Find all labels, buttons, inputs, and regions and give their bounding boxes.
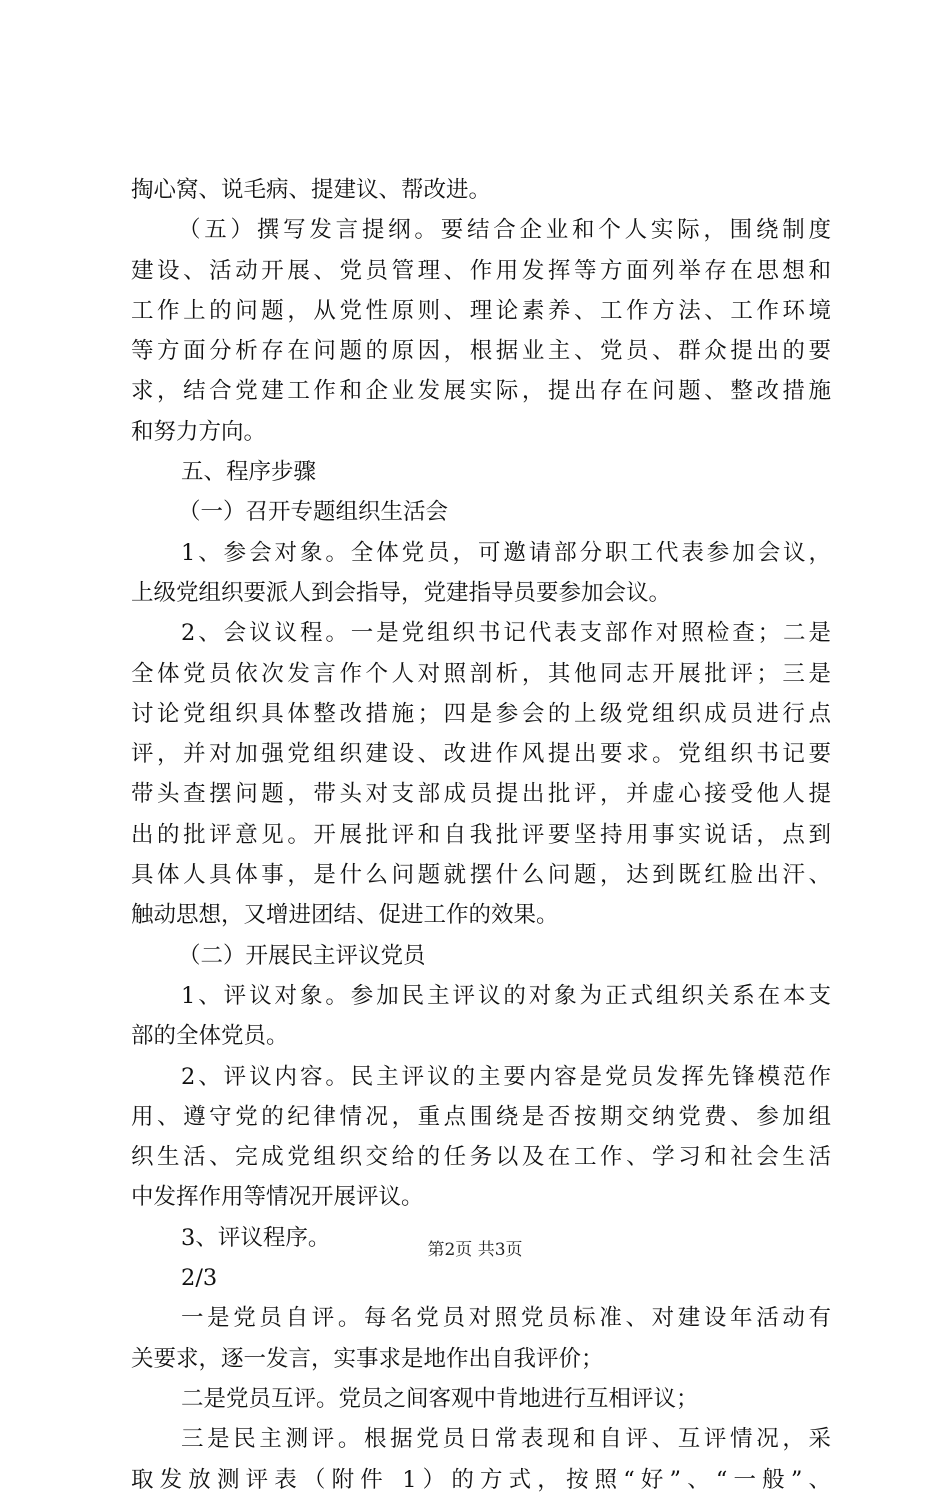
text-line: 等方面分析存在问题的原因，根据业主、党员、群众提出的要 [131, 338, 831, 365]
text-line: 1、参会对象。全体党员，可邀请部分职工代表参加会议， [181, 539, 831, 566]
text-line: 3、评议程序。 [181, 1224, 331, 1251]
text-line: 二是党员互评。党员之间客观中肯地进行互相评议； [181, 1385, 699, 1412]
text-line: 2、评议内容。民主评议的主要内容是党员发挥先锋模范作 [181, 1063, 831, 1090]
text-line: 2、会议议程。一是党组织书记代表支部作对照检查；二是 [181, 620, 831, 647]
text-line: 评，并对加强党组织建设、改进作风提出要求。党组织书记要 [131, 741, 831, 768]
text-line: 具体人具体事，是什么问题就摆什么问题，达到既红脸出汗、 [131, 862, 831, 889]
text-line: 求，结合党建工作和企业发展实际，提出存在问题、整改措施 [131, 378, 831, 405]
text-line: 取发放测评表（附件 1）的方式，按照“好”、“一般”、 [131, 1466, 831, 1493]
text-line: 掏心窝、说毛病、提建议、帮改进。 [131, 177, 492, 203]
text-line: 关要求，逐一发言，实事求是地作出自我评价； [131, 1345, 604, 1372]
text-line: 出的批评意见。开展批评和自我批评要坚持用事实说话，点到 [131, 821, 831, 848]
page-footer: 第2页 共3页 [427, 1240, 523, 1260]
text-line: 中发挥作用等情况开展评议。 [131, 1184, 424, 1211]
text-line: 和努力方向。 [131, 418, 267, 445]
text-line: 一是党员自评。每名党员对照党员标准、对建设年活动有 [181, 1305, 831, 1332]
text-line: 全体党员依次发言作个人对照剖析，其他同志开展批评；三是 [131, 660, 831, 687]
text-line: 用、遵守党的纪律情况，重点围绕是否按期交纳党费、参加组 [131, 1103, 831, 1130]
text-line: 2/3 [181, 1265, 218, 1292]
text-line: 讨论党组织具体整改措施；四是参会的上级党组织成员进行点 [131, 700, 831, 727]
text-line: 带头查摆问题，带头对支部成员提出批评，并虚心接受他人提 [131, 781, 831, 808]
text-line: 三是民主测评。根据党员日常表现和自评、互评情况，采 [181, 1426, 831, 1453]
text-line: （二）开展民主评议党员 [178, 942, 426, 969]
text-line: 部的全体党员。 [131, 1023, 289, 1050]
text-line: 上级党组织要派人到会指导，党建指导员要参加会议。 [131, 579, 672, 606]
text-line: （五）撰写发言提纲。要结合企业和个人实际，围绕制度 [178, 217, 831, 244]
text-line: （一）召开专题组织生活会 [178, 499, 449, 526]
text-line: 建设、活动开展、党员管理、作用发挥等方面列举存在思想和 [131, 257, 831, 284]
text-line: 织生活、完成党组织交给的任务以及在工作、学习和社会生活 [131, 1144, 831, 1171]
document-body [131, 170, 831, 1500]
text-line: 工作上的问题，从党性原则、理论素养、工作方法、工作环境 [131, 297, 831, 324]
text-line: 五、程序步骤 [181, 459, 317, 486]
text-line: 1、评议对象。参加民主评议的对象为正式组织关系在本支 [181, 982, 831, 1009]
text-line: 触动思想，又增进团结、促进工作的效果。 [131, 902, 559, 929]
